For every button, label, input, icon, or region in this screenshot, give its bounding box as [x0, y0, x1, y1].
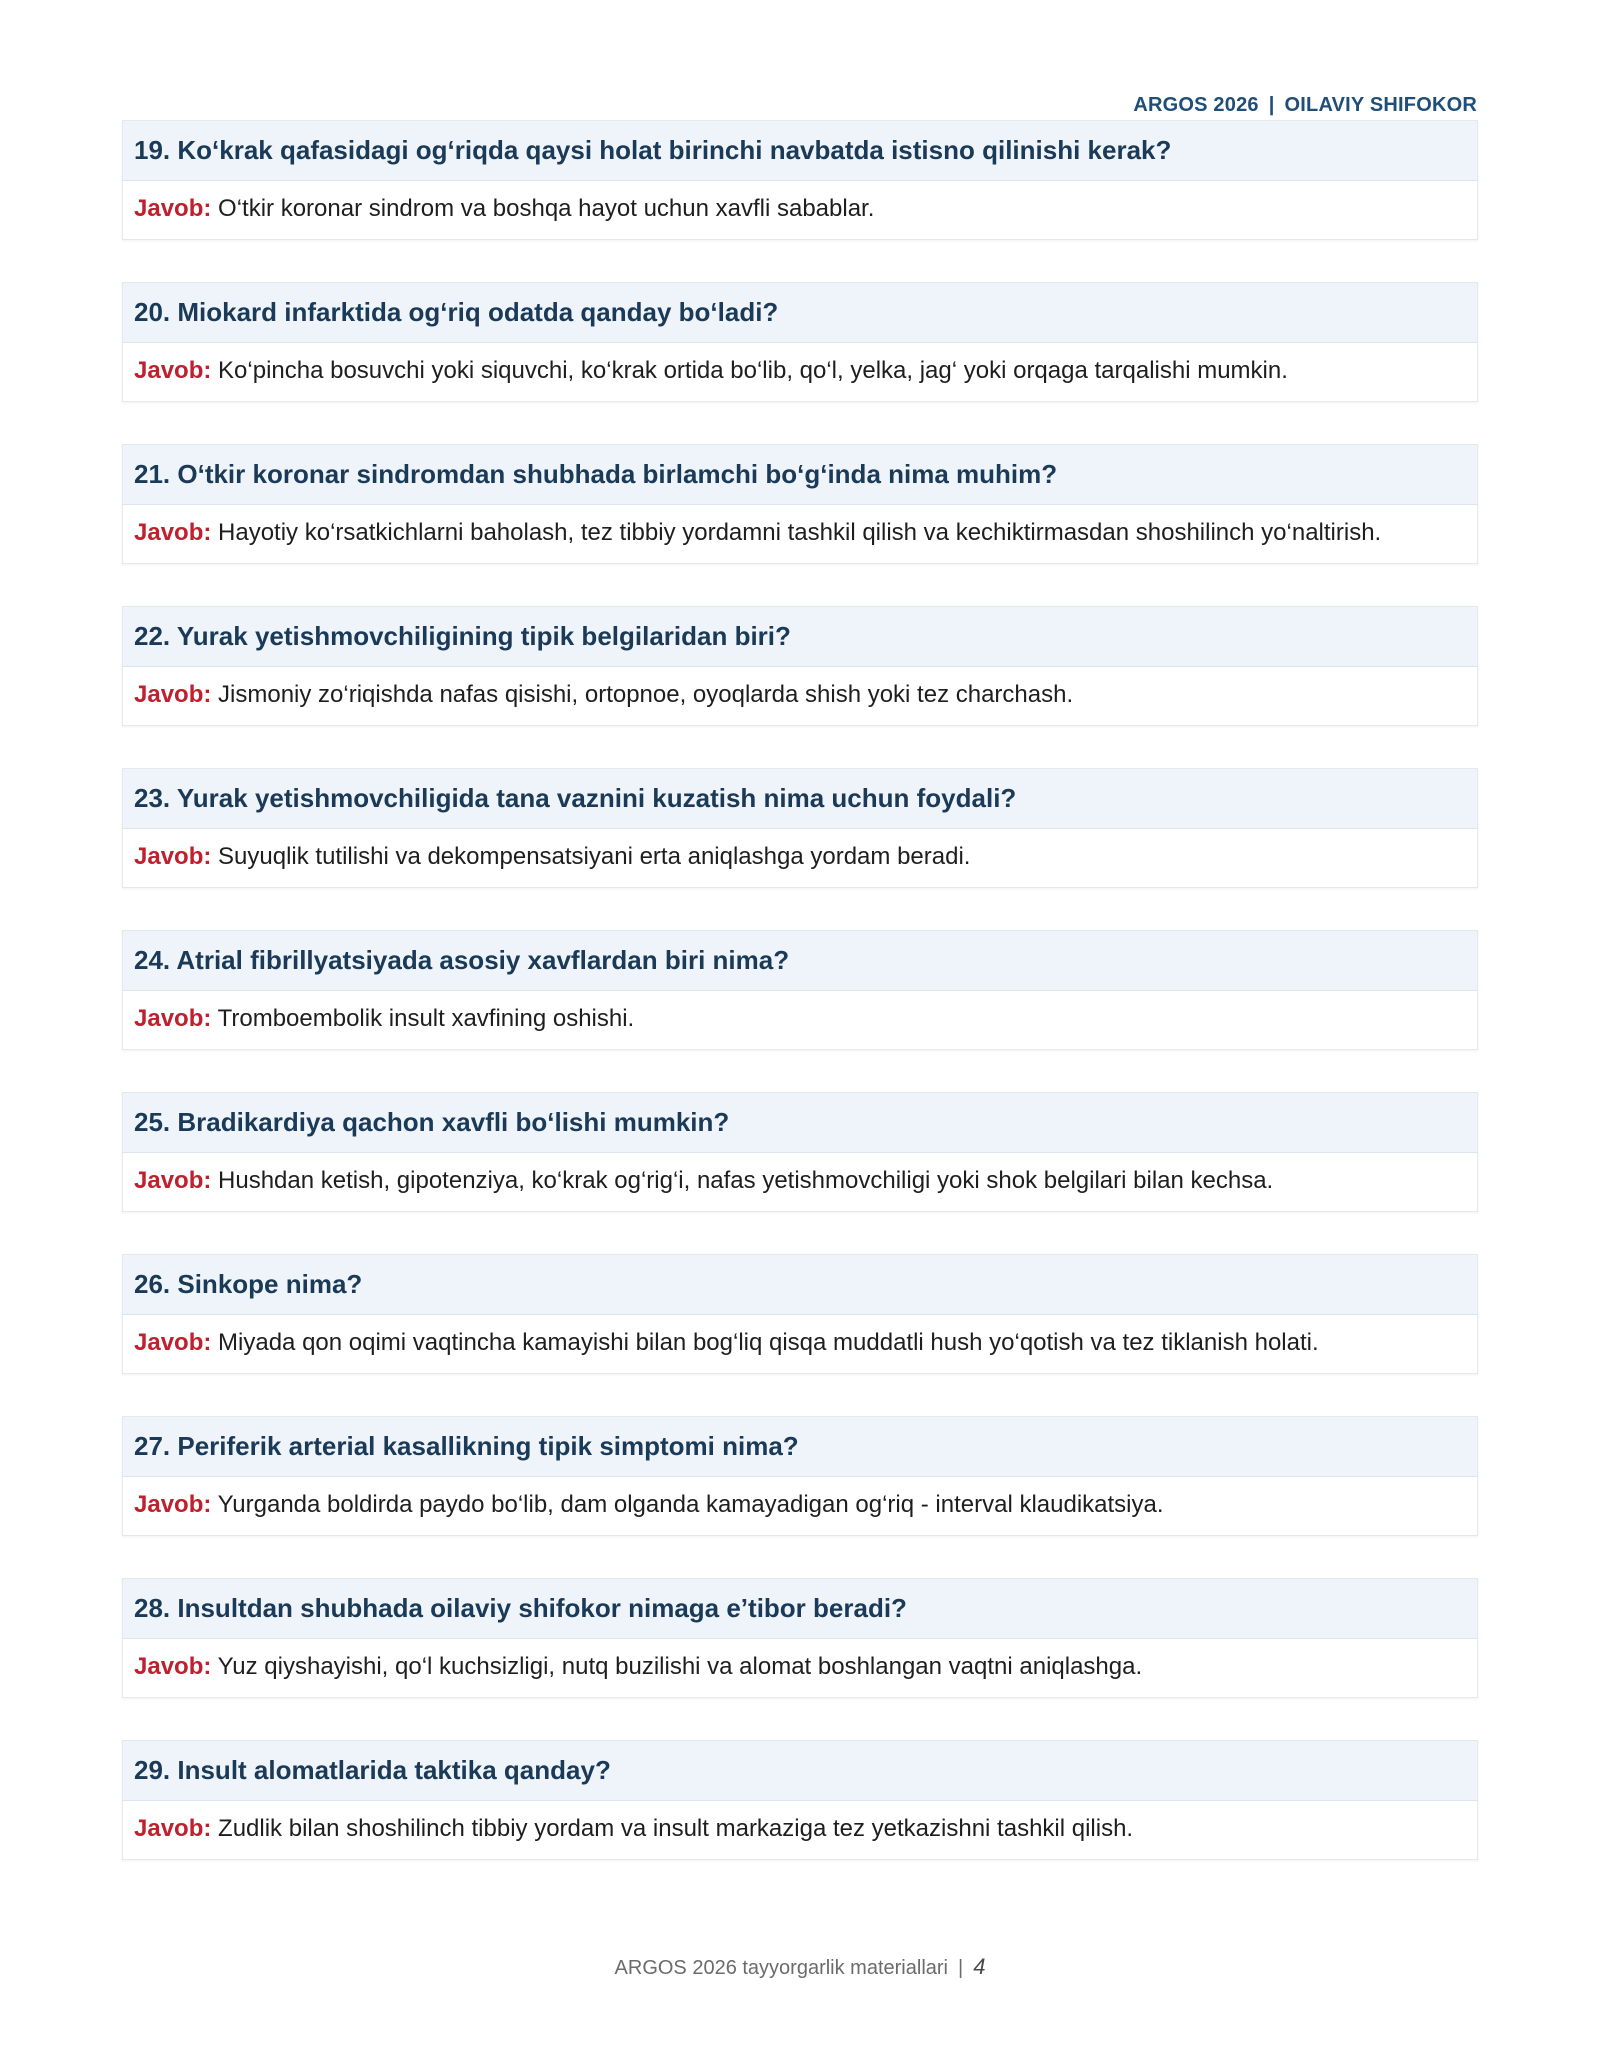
question: 19. Ko‘krak qafasidagi og‘riqda qaysi holat birinchi navbatda istisno qilinishi kerak?: [123, 121, 1477, 181]
question: 27. Periferik arterial kasallikning tipik simptomi nima?: [123, 1417, 1477, 1477]
qa-card-28: [122, 1578, 1478, 1698]
answer-label: Javob:: [134, 1815, 212, 1842]
answer-text: Yurganda boldirda paydo bo‘lib, dam olganda kamayadigan og‘riq - interval klaudikatsiya.: [217, 1491, 1164, 1518]
qa-list: [122, 120, 1478, 1902]
answer-label: Javob:: [134, 1329, 212, 1356]
answer-label: Javob:: [134, 681, 212, 708]
qa-card-25: [122, 1092, 1478, 1212]
answer-label: Javob:: [134, 1653, 212, 1680]
footer-separator: |: [958, 1957, 964, 1979]
answer: [123, 1315, 1477, 1373]
qa-card-24: [122, 930, 1478, 1050]
answer: [123, 667, 1477, 725]
answer-label: Javob:: [134, 195, 212, 222]
question: 22. Yurak yetishmovchiligining tipik belgilaridan biri?: [123, 607, 1477, 667]
answer-label: Javob:: [134, 843, 212, 870]
answer: [123, 1153, 1477, 1211]
qa-card-20: [122, 282, 1478, 402]
answer: [123, 1801, 1477, 1859]
answer-label: Javob:: [134, 519, 212, 546]
question: 20. Miokard infarktida og‘riq odatda qanday bo‘ladi?: [123, 283, 1477, 343]
answer-text: Yuz qiyshayishi, qo‘l kuchsizligi, nutq buzilishi va alomat boshlangan vaqtni aniqlashga.: [217, 1653, 1143, 1680]
question: 24. Atrial fibrillyatsiyada asosiy xavflardan biri nima?: [123, 931, 1477, 991]
question: 29. Insult alomatlarida taktika qanday?: [123, 1741, 1477, 1801]
answer-label: Javob:: [134, 1491, 212, 1518]
question: 26. Sinkope nima?: [123, 1255, 1477, 1315]
header-separator: |: [1268, 94, 1275, 116]
qa-card-22: [122, 606, 1478, 726]
answer-text: Jismoniy zo‘riqishda nafas qisishi, ortopnoe, oyoqlarda shish yoki tez charchash.: [218, 681, 1074, 708]
page-number: 4: [973, 1954, 986, 1979]
qa-card-19: [122, 120, 1478, 240]
answer-label: Javob:: [134, 1167, 212, 1194]
answer-text: Tromboembolik insult xavfining oshishi.: [217, 1005, 635, 1032]
header-section: OILAVIY SHIFOKOR: [1284, 94, 1477, 116]
running-header: [1133, 94, 1477, 117]
footer-text: ARGOS 2026 tayyorgarlik materiallari: [614, 1957, 948, 1979]
answer: [123, 829, 1477, 887]
answer-label: Javob:: [134, 357, 212, 384]
answer: [123, 181, 1477, 239]
question: 23. Yurak yetishmovchiligida tana vaznini kuzatish nima uchun foydali?: [123, 769, 1477, 829]
answer-text: Hayotiy ko‘rsatkichlarni baholash, tez tibbiy yordamni tashkil qilish va kechiktirmasdan shoshilinch yo‘naltirish.: [218, 519, 1382, 546]
question: 28. Insultdan shubhada oilaviy shifokor nimaga e’tibor beradi?: [123, 1579, 1477, 1639]
answer-text: Zudlik bilan shoshilinch tibbiy yordam va insult markaziga tez yetkazishni tashkil qilish.: [218, 1815, 1134, 1842]
answer-text: Hushdan ketish, gipotenziya, ko‘krak og‘rig‘i, nafas yetishmovchiligi yoki shok belgilari bilan kechsa.: [218, 1167, 1274, 1194]
question: 21. O‘tkir koronar sindromdan shubhada birlamchi bo‘g‘inda nima muhim?: [123, 445, 1477, 505]
answer: [123, 1477, 1477, 1535]
answer: [123, 505, 1477, 563]
answer-text: Suyuqlik tutilishi va dekompensatsiyani erta aniqlashga yordam beradi.: [218, 843, 971, 870]
answer-label: Javob:: [134, 1005, 212, 1032]
page-footer: [0, 1954, 1600, 1980]
answer: [123, 343, 1477, 401]
question: 25. Bradikardiya qachon xavfli bo‘lishi mumkin?: [123, 1093, 1477, 1153]
qa-card-23: [122, 768, 1478, 888]
answer-text: Miyada qon oqimi vaqtincha kamayishi bilan bog‘liq qisqa muddatli hush yo‘qotish va tez tiklanish holati.: [218, 1329, 1319, 1356]
answer-text: O‘tkir koronar sindrom va boshqa hayot uchun xavfli sabablar.: [218, 195, 875, 222]
header-brand: ARGOS 2026: [1133, 94, 1259, 116]
answer: [123, 991, 1477, 1049]
qa-card-26: [122, 1254, 1478, 1374]
answer-text: Ko‘pincha bosuvchi yoki siquvchi, ko‘krak ortida bo‘lib, qo‘l, yelka, jag‘ yoki orqaga tarqalishi mumkin.: [218, 357, 1288, 384]
qa-card-29: [122, 1740, 1478, 1860]
answer: [123, 1639, 1477, 1697]
qa-card-21: [122, 444, 1478, 564]
qa-card-27: [122, 1416, 1478, 1536]
